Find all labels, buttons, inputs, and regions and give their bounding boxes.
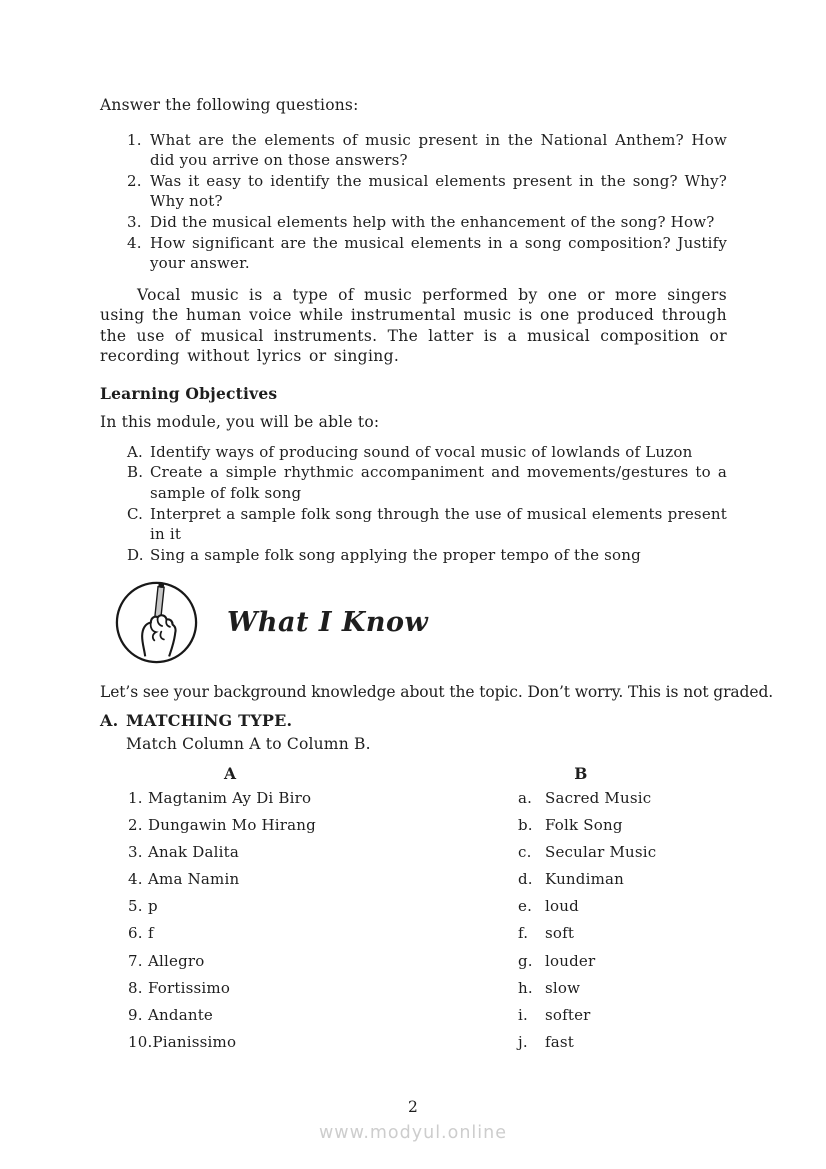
column-b-item-letter: h. bbox=[518, 978, 533, 997]
body-paragraph: Vocal music is a type of music performed by one or more singers using the human voice while instrumental music is one produced through the use of musical instruments. The latter is a musical composition or recording without lyrics or singing. bbox=[100, 285, 727, 366]
what-i-know-header bbox=[100, 578, 727, 668]
column-b-item-text: loud bbox=[545, 897, 579, 916]
question-number: 4. bbox=[127, 233, 142, 252]
column-b-item bbox=[518, 866, 727, 893]
column-b-item-text: Sacred Music bbox=[545, 788, 652, 807]
matching-heading-text: MATCHING TYPE. bbox=[126, 711, 293, 731]
column-b-item bbox=[518, 948, 727, 975]
column-b-item-text: slow bbox=[545, 978, 581, 997]
objective-item bbox=[100, 462, 727, 503]
question-text: What are the elements of music present in the National Anthem? How did you arrive on those answers? bbox=[150, 130, 727, 170]
column-b-item-letter: b. bbox=[518, 815, 533, 834]
column-a-item-text: Pianissimo bbox=[152, 1033, 237, 1052]
column-a-item-text: Anak Dalita bbox=[148, 842, 240, 861]
column-a-item-number: 10. bbox=[128, 1033, 153, 1052]
column-a-item bbox=[128, 866, 490, 893]
question-number: 3. bbox=[127, 212, 142, 231]
column-b-item bbox=[518, 785, 727, 812]
objective-letter: D. bbox=[127, 545, 144, 564]
question-text: Was it easy to identify the musical elements present in the song? Why? Why not? bbox=[150, 171, 727, 211]
column-b-item-text: softer bbox=[545, 1005, 591, 1024]
question-number: 1. bbox=[127, 130, 142, 149]
objective-letter: A. bbox=[127, 442, 144, 461]
column-a-item-text: p bbox=[148, 897, 158, 916]
column-a-item bbox=[128, 920, 490, 947]
column-a-item-text: Fortissimo bbox=[148, 978, 231, 997]
column-a-item bbox=[128, 948, 490, 975]
column-a-item bbox=[128, 812, 490, 839]
objectives-list bbox=[100, 442, 727, 564]
matching-instruction: Match Column A to Column B. bbox=[126, 735, 371, 754]
column-a-item bbox=[128, 785, 490, 812]
column-b-item-text: soft bbox=[545, 924, 575, 943]
column-a-item-number: 2. bbox=[128, 815, 143, 834]
objective-letter: B. bbox=[127, 463, 144, 482]
column-a-item-text: Allegro bbox=[148, 951, 205, 970]
question-number: 2. bbox=[127, 171, 142, 190]
what-i-know-lead: Let’s see your background knowledge about the topic. Don’t worry. This is not graded. bbox=[100, 682, 774, 701]
column-b-item bbox=[518, 975, 727, 1002]
objective-item bbox=[100, 545, 727, 566]
column-a-item-text: Magtanim Ay Di Biro bbox=[148, 788, 312, 807]
column-a-item-number: 4. bbox=[128, 870, 143, 889]
column-b-item bbox=[518, 839, 727, 866]
column-b-item bbox=[518, 920, 727, 947]
hand-writing-pencil-icon bbox=[113, 579, 200, 666]
objective-text: Create a simple rhythmic accompaniment and movements/gestures to a sample of folk song bbox=[150, 463, 727, 503]
objective-item bbox=[100, 504, 727, 545]
column-a-item-number: 8. bbox=[128, 978, 143, 997]
column-a-item bbox=[128, 893, 490, 920]
learning-objectives-lead: In this module, you will be able to: bbox=[100, 413, 380, 432]
column-b-item-letter: f. bbox=[518, 924, 529, 943]
column-b-item-letter: i. bbox=[518, 1005, 528, 1024]
column-b-item-letter: j. bbox=[518, 1033, 528, 1052]
column-b-item-text: Kundiman bbox=[545, 870, 625, 889]
column-b-item bbox=[518, 812, 727, 839]
column-b-item-text: fast bbox=[545, 1033, 575, 1052]
column-a-item-number: 6. bbox=[128, 924, 143, 943]
column-b-item-text: Folk Song bbox=[545, 815, 623, 834]
matching-type-heading bbox=[100, 710, 727, 731]
watermark: www.modyul.online bbox=[318, 1123, 507, 1143]
matching-column-b bbox=[490, 785, 727, 1057]
objective-letter: C. bbox=[127, 504, 144, 523]
column-b-item-letter: a. bbox=[518, 788, 533, 807]
objective-text: Sing a sample folk song applying the proper tempo of the song bbox=[150, 545, 641, 564]
question-item bbox=[100, 171, 727, 212]
column-a-item-number: 9. bbox=[128, 1005, 143, 1024]
matching-column-headers bbox=[100, 764, 727, 785]
column-b-item-letter: e. bbox=[518, 897, 533, 916]
column-b-item bbox=[518, 1029, 727, 1056]
question-list bbox=[100, 130, 727, 277]
column-b-item-text: louder bbox=[545, 951, 596, 970]
column-a-item-text: Andante bbox=[148, 1005, 214, 1024]
objective-text: Identify ways of producing sound of vocal music of lowlands of Luzon bbox=[150, 442, 693, 461]
column-b-item bbox=[518, 893, 727, 920]
column-a-item-number: 3. bbox=[128, 842, 143, 861]
column-b-header: B bbox=[574, 764, 588, 784]
learning-objectives-heading: Learning Objectives bbox=[100, 383, 278, 403]
column-a-item bbox=[128, 839, 490, 866]
objective-item bbox=[100, 442, 727, 463]
column-a-item-text: f bbox=[148, 924, 154, 943]
objective-text: Interpret a sample folk song through the use of musical elements present in it bbox=[150, 504, 727, 544]
matching-columns bbox=[100, 785, 727, 1057]
matching-heading-letter: A. bbox=[100, 711, 119, 731]
column-a-item-text: Ama Namin bbox=[148, 870, 240, 889]
question-item bbox=[100, 233, 727, 274]
column-b-item-letter: g. bbox=[518, 951, 533, 970]
question-text: Did the musical elements help with the enhancement of the song? How? bbox=[150, 212, 715, 231]
column-b-item-letter: c. bbox=[518, 842, 532, 861]
page-number: 2 bbox=[407, 1098, 419, 1116]
matching-column-a bbox=[128, 785, 490, 1057]
column-a-item-number: 1. bbox=[128, 788, 143, 807]
question-text: How significant are the musical elements in a song composition? Justify your answer. bbox=[150, 233, 727, 273]
column-b-item-letter: d. bbox=[518, 870, 533, 889]
column-a-item-number: 7. bbox=[128, 951, 143, 970]
column-a-item bbox=[128, 975, 490, 1002]
intro-line: Answer the following questions: bbox=[100, 96, 359, 114]
question-item bbox=[100, 212, 727, 233]
column-a-item bbox=[128, 1029, 490, 1056]
section-title: What I Know bbox=[227, 606, 429, 638]
column-b-item-text: Secular Music bbox=[545, 842, 657, 861]
column-a-header: A bbox=[224, 764, 237, 784]
column-a-item-text: Dungawin Mo Hirang bbox=[148, 815, 316, 834]
column-b-item bbox=[518, 1002, 727, 1029]
column-a-item bbox=[128, 1002, 490, 1029]
question-item bbox=[100, 130, 727, 171]
column-a-item-number: 5. bbox=[128, 897, 143, 916]
